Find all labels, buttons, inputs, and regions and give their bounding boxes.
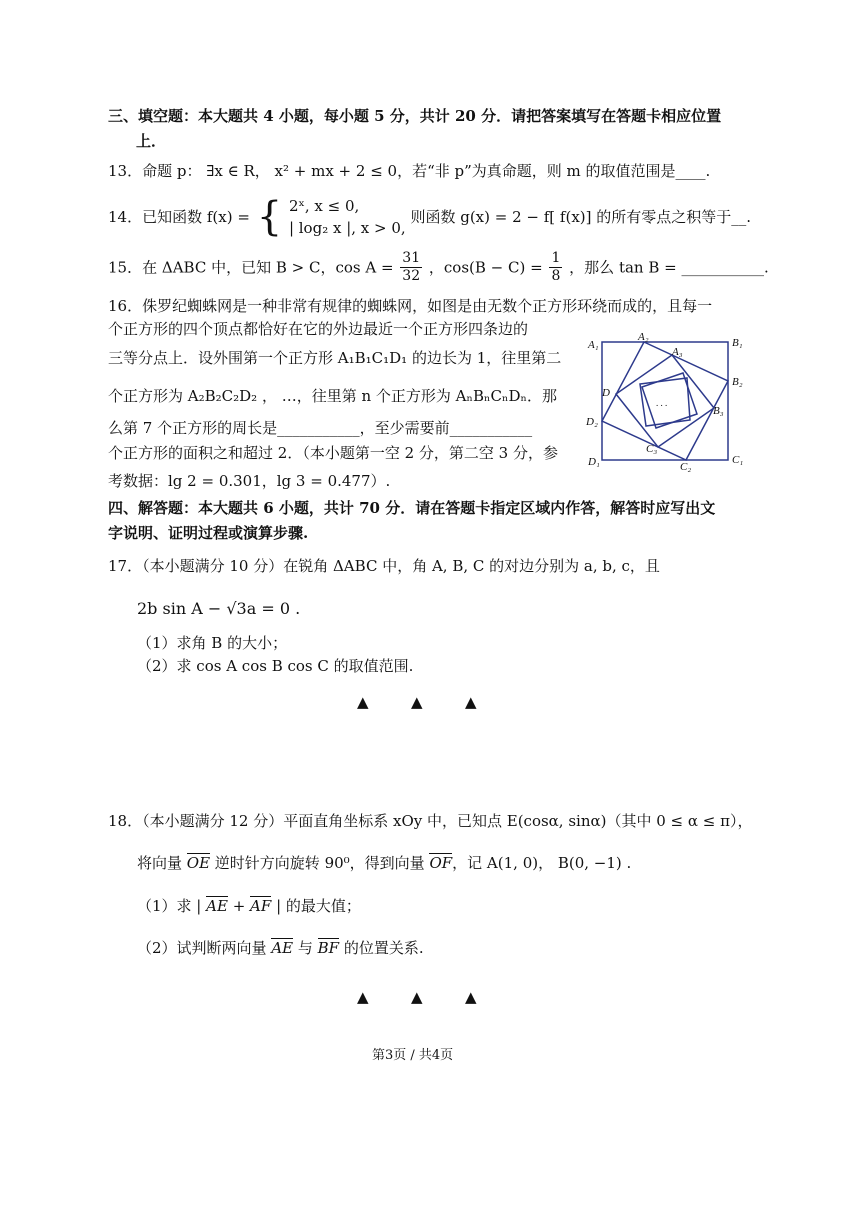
label-D1: D₁ bbox=[588, 456, 600, 468]
q15-suffix: ，那么 tan B = ___________. bbox=[569, 258, 769, 277]
q18-line2-a: 将向量 bbox=[137, 854, 187, 872]
label-A2: A₂ bbox=[638, 331, 649, 343]
vector-BF: BF bbox=[317, 939, 340, 957]
q18-line2-b: 逆时针方向旋转 90⁰，得到向量 bbox=[210, 854, 430, 872]
q15-middle: ，cos(B − C) = bbox=[428, 258, 543, 277]
label-A1: A₁ bbox=[588, 339, 599, 351]
q18-part1-b: + bbox=[227, 897, 251, 915]
q17-part-2: （2）求 cos A cos B cos C 的取值范围. bbox=[137, 657, 414, 675]
marker-4: ▲ bbox=[357, 988, 369, 1006]
label-C2: C₂ bbox=[680, 461, 692, 473]
center-dots: . . . bbox=[656, 398, 668, 408]
q15-prefix: 15．在 ΔABC 中，已知 B > C，cos A = bbox=[108, 258, 394, 277]
q14-case1: 2ˣ, x ≤ 0, bbox=[288, 197, 360, 215]
label-C3: C₃ bbox=[646, 443, 658, 455]
label-D: D bbox=[602, 387, 610, 399]
section3-heading: 三、填空题：本大题共 4 小题，每小题 5 分，共计 20 分．请把答案填写在答题卡相应位置 bbox=[108, 107, 722, 125]
label-C1: C₁ bbox=[732, 454, 744, 466]
q16-line-5: 么第 7 个正方形的周长是___________，至少需要前___________ bbox=[108, 419, 533, 437]
spider-web-figure bbox=[580, 330, 760, 475]
vector-AE: AE bbox=[206, 897, 228, 915]
vector-OF: OF bbox=[429, 854, 453, 872]
q14-prefix: 14．已知函数 f(x) = bbox=[108, 208, 250, 226]
q18-part-2 bbox=[137, 937, 424, 959]
question-15 bbox=[108, 250, 769, 294]
q17-part-1: （1）求角 B 的大小； bbox=[137, 634, 288, 652]
marker-6: ▲ bbox=[465, 988, 477, 1006]
q14-brace: { bbox=[256, 194, 283, 240]
label-B3: B₃ bbox=[713, 405, 724, 417]
label-B2: B₂ bbox=[732, 376, 743, 388]
q18-line-1: 18．（本小题满分 12 分）平面直角坐标系 xOy 中，已知点 E(cosα, sinα)（其中 0 ≤ α ≤ π）， bbox=[108, 812, 753, 830]
q16-line-6: 个正方形的面积之和超过 2．（本小题第一空 2 分，第二空 3 分，参 bbox=[108, 444, 558, 462]
q15-frac2-den: 8 bbox=[551, 268, 561, 284]
q14-case2: | log₂ x |, x > 0, bbox=[288, 219, 406, 237]
marker-2: ▲ bbox=[411, 693, 423, 711]
section3-heading-cont: 上． bbox=[136, 132, 167, 150]
q18-part1-a: （1）求 | bbox=[137, 897, 207, 915]
page-footer: 第3页 / 共4页 bbox=[372, 1048, 454, 1063]
q15-frac1-den: 32 bbox=[402, 268, 421, 284]
q18-part2-b: 与 bbox=[293, 939, 318, 957]
q18-line-2 bbox=[137, 852, 631, 874]
q18-part2-c: 的位置关系. bbox=[339, 939, 424, 957]
q16-line-2: 个正方形的四个顶点都恰好在它的外边最近一个正方形四条边的 bbox=[108, 320, 529, 338]
q17-line-1: 17．（本小题满分 10 分）在锐角 ΔABC 中，角 A, B, C 的对边分别为 a, b, c，且 bbox=[108, 557, 660, 575]
q15-frac2-num: 1 bbox=[551, 250, 561, 266]
q15-frac1-num: 31 bbox=[402, 250, 421, 266]
vector-AE-2: AE bbox=[271, 939, 294, 957]
marker-1: ▲ bbox=[357, 693, 369, 711]
marker-5: ▲ bbox=[411, 988, 423, 1006]
vector-AF: AF bbox=[250, 897, 272, 915]
q14-cases bbox=[289, 195, 406, 239]
q18-part-1 bbox=[137, 895, 361, 917]
marker-3: ▲ bbox=[465, 693, 477, 711]
q15-fraction-2 bbox=[549, 250, 562, 285]
q18-line2-c: ，记 A(1, 0)， B(0, −1) . bbox=[452, 854, 632, 872]
section4-heading: 四、解答题：本大题共 6 小题，共计 70 分．请在答题卡指定区域内作答，解答时应写出文 bbox=[108, 499, 716, 517]
q16-line-4: 个正方形为 A₂B₂C₂D₂ ， …，往里第 n 个正方形为 AₙBₙCₙDₙ．那 bbox=[108, 387, 557, 405]
q14-suffix: 则函数 g(x) = 2 − f[ f(x)] 的所有零点之积等于__. bbox=[410, 208, 752, 226]
label-A3: A₃ bbox=[672, 346, 683, 358]
q16-line-1: 16．侏罗纪蜘蛛网是一种非常有规律的蜘蛛网，如图是由无数个正方形环绕而成的，且每一 bbox=[108, 297, 713, 315]
question-14 bbox=[108, 195, 751, 245]
question-13: 13．命题 p： ∃x ∈ R， x² + mx + 2 ≤ 0，若“非 p”为真命题，则 m 的取值范围是____. bbox=[108, 162, 711, 180]
q16-line-7: 考数据：lg 2 = 0.301，lg 3 = 0.477）. bbox=[108, 472, 391, 490]
label-D2: D₂ bbox=[586, 416, 598, 428]
q18-part1-c: | 的最大值； bbox=[271, 897, 361, 915]
q17-formula: 2b sin A − √3a = 0 . bbox=[137, 599, 301, 618]
q18-part2-a: （2）试判断两向量 bbox=[137, 939, 272, 957]
q15-fraction-1 bbox=[400, 250, 422, 285]
q16-line-3: 三等分点上．设外围第一个正方形 A₁B₁C₁D₁ 的边长为 1，往里第二 bbox=[108, 349, 562, 367]
vector-OE: OE bbox=[186, 854, 211, 872]
label-B1: B₁ bbox=[732, 337, 743, 349]
section4-heading-cont: 字说明、证明过程或演算步骤. bbox=[108, 524, 309, 542]
